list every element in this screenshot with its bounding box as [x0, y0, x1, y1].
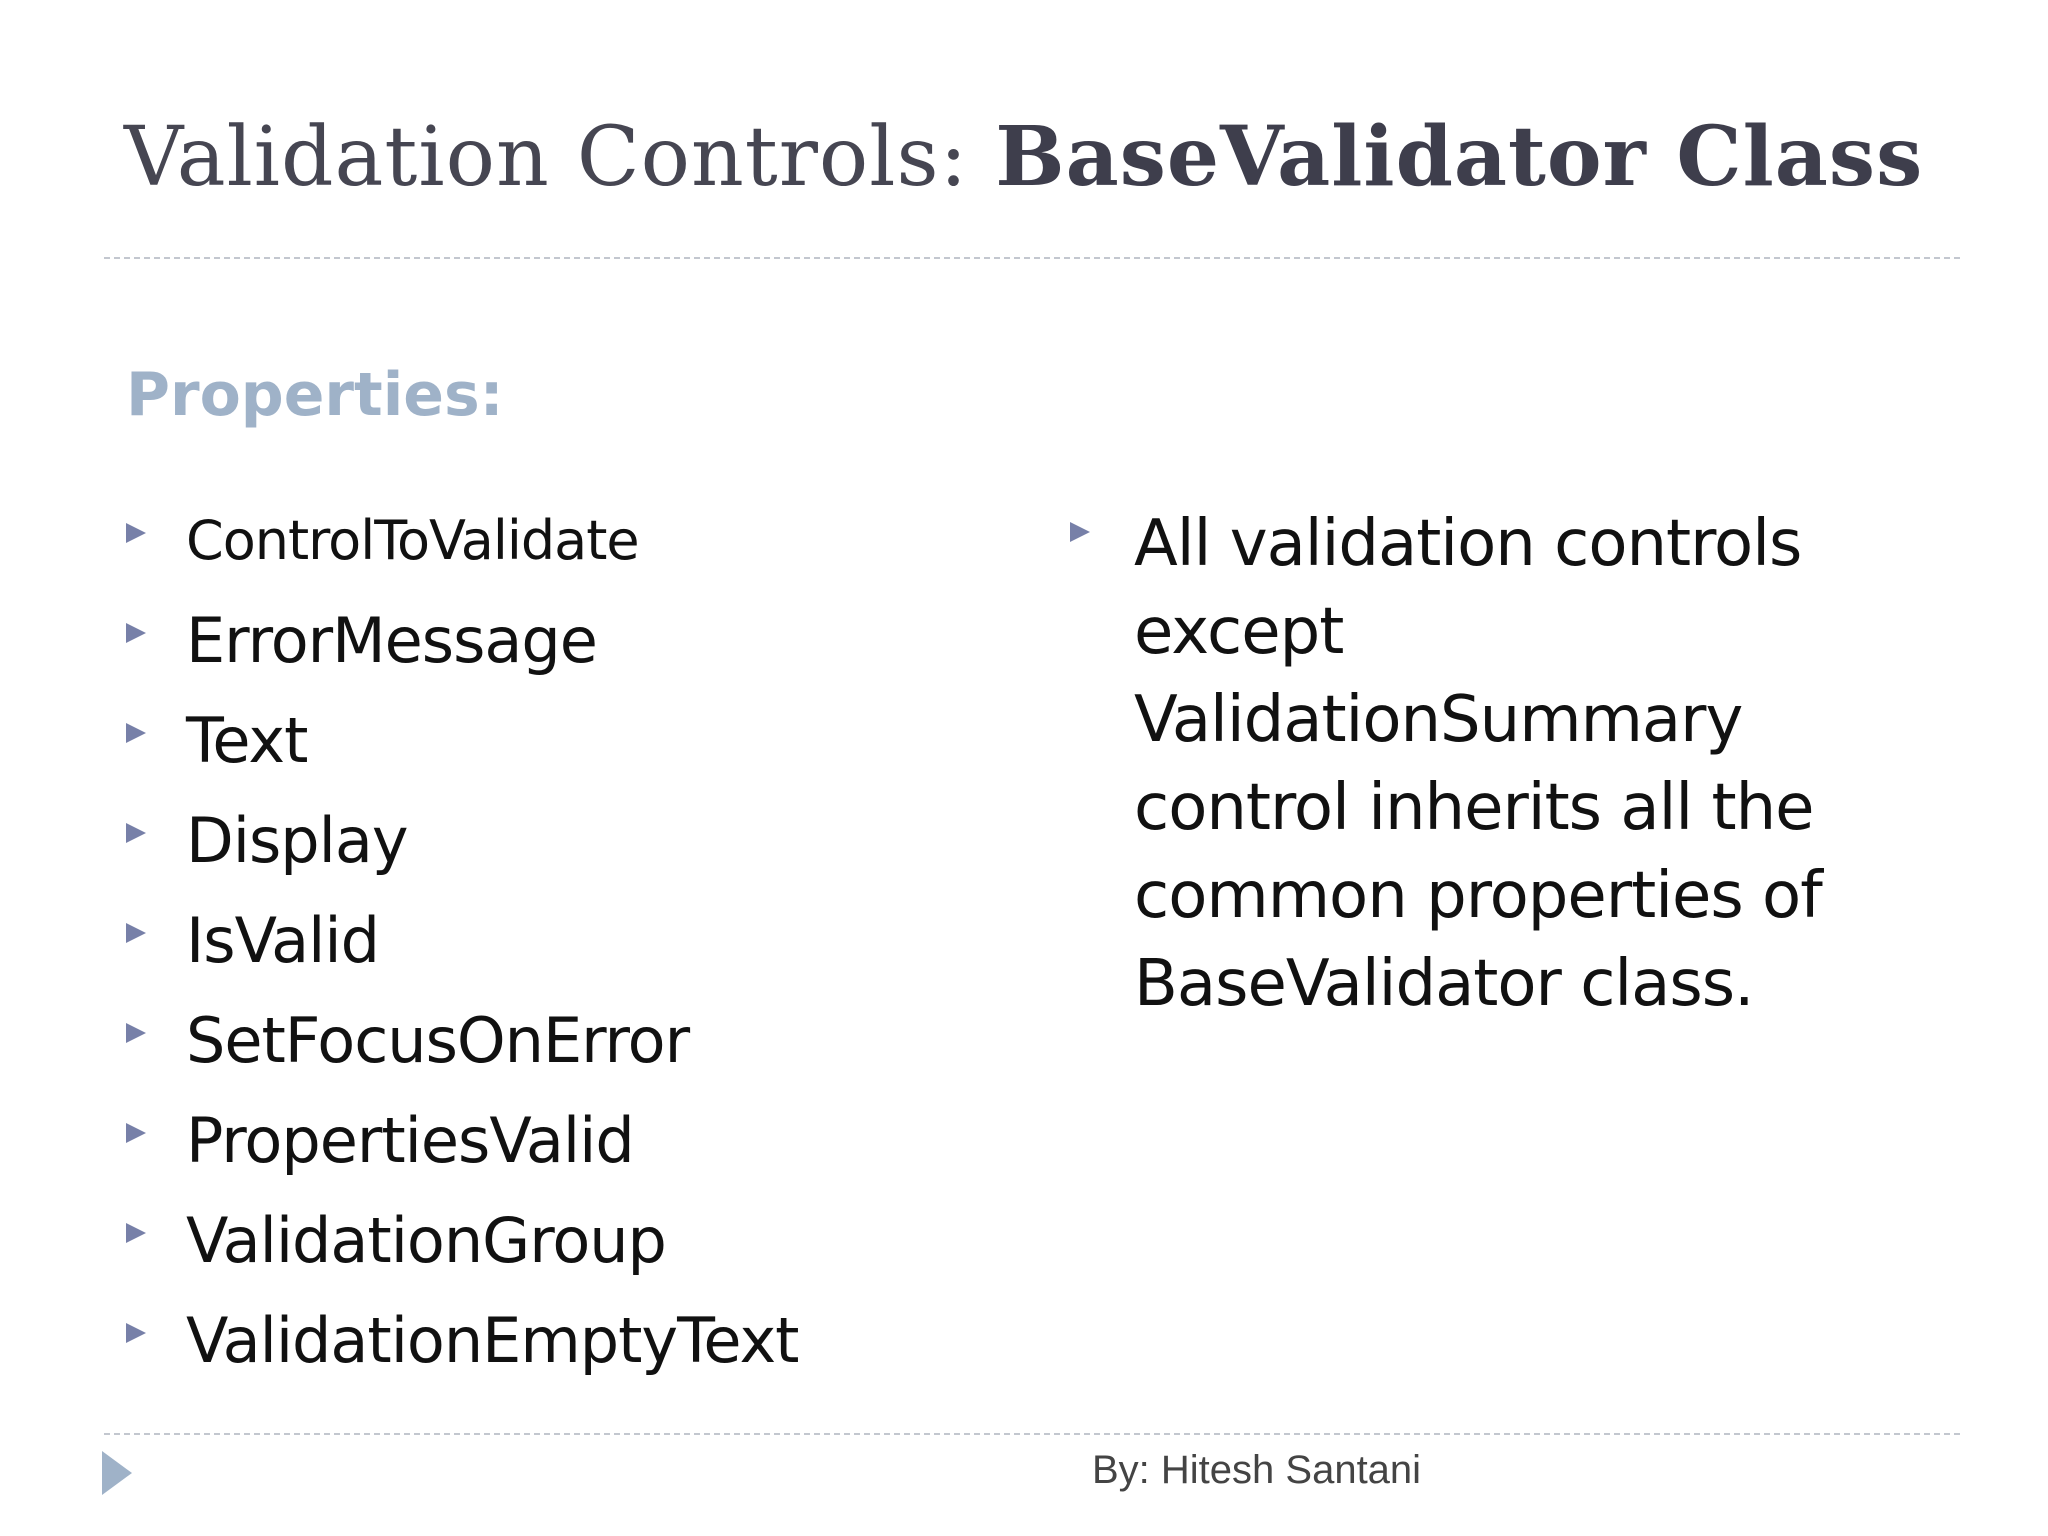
triangle-bullet-icon — [126, 1123, 146, 1143]
top-divider — [104, 257, 1960, 259]
list-item — [126, 790, 798, 890]
list-item — [126, 490, 798, 590]
list-item — [126, 1190, 798, 1290]
footer-author: By: Hitesh Santani — [1092, 1448, 1422, 1492]
property-label: PropertiesValid — [186, 1103, 634, 1177]
triangle-bullet-icon — [126, 1223, 146, 1243]
property-label: Text — [186, 703, 308, 777]
property-label: Display — [186, 803, 408, 877]
list-item — [126, 590, 798, 690]
property-label: ControlToValidate — [186, 508, 639, 572]
list-item — [126, 1090, 798, 1190]
triangle-bullet-icon — [126, 1323, 146, 1343]
list-item — [126, 890, 798, 990]
title-regular: Validation Controls: — [124, 110, 996, 205]
triangle-bullet-icon — [126, 623, 146, 643]
triangle-bullet-icon — [126, 723, 146, 743]
list-item — [126, 1290, 798, 1390]
property-label: ValidationEmptyText — [186, 1303, 799, 1377]
properties-heading: Properties: — [126, 360, 504, 430]
property-label: IsValid — [186, 903, 379, 977]
properties-list — [126, 490, 798, 1390]
property-label: ValidationGroup — [186, 1203, 666, 1277]
triangle-bullet-icon — [1070, 522, 1090, 542]
side-note-text: All validation controls except ValidationSummary control inherits all the common properties of BaseValidator class. — [1134, 507, 1822, 1021]
slide-title — [124, 108, 1923, 207]
side-note — [1070, 500, 1970, 1028]
property-label: SetFocusOnError — [186, 1003, 690, 1077]
list-item — [126, 690, 798, 790]
triangle-bullet-icon — [126, 823, 146, 843]
title-bold: BaseValidator Class — [995, 109, 1924, 205]
bottom-divider — [104, 1433, 1960, 1435]
triangle-bullet-icon — [126, 923, 146, 943]
triangle-arrow-icon — [102, 1451, 132, 1495]
triangle-bullet-icon — [126, 523, 146, 543]
triangle-bullet-icon — [126, 1023, 146, 1043]
list-item — [126, 990, 798, 1090]
property-label: ErrorMessage — [186, 603, 597, 677]
